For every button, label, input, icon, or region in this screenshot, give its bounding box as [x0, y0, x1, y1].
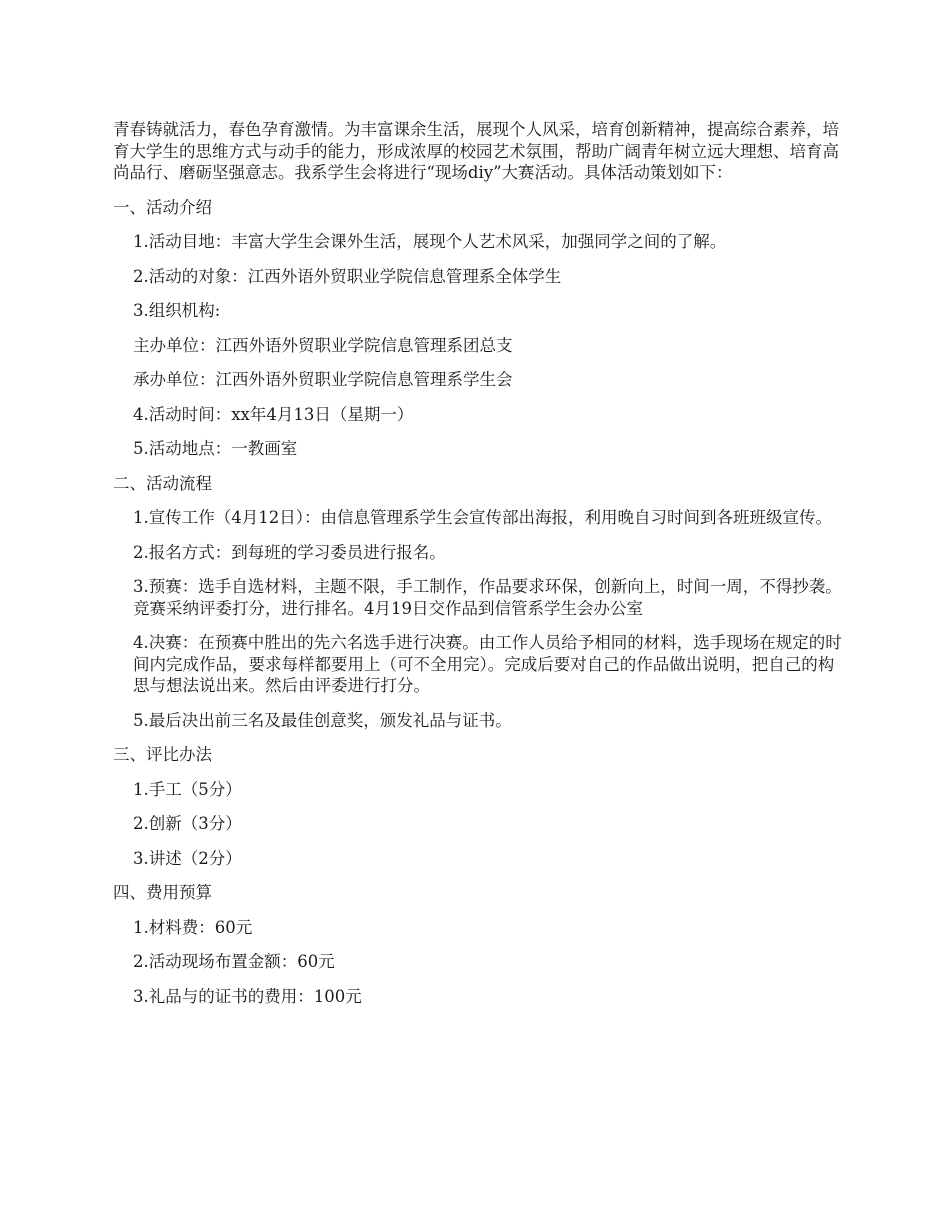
list-item: 5.最后决出前三名及最佳创意奖，颁发礼品与证书。 — [133, 710, 512, 730]
list-item: 3.讲述（2分） — [133, 848, 242, 868]
intro-paragraph: 青春铸就活力，春色孕育激情。为丰富课余生活，展现个人风采，培育创新精神，提高综合素养，培育大学生的思维方式与动手的能力，形成浓厚的校园艺术氛围，帮助广阔青年树立远大理想、培育高尚品行、磨砺坚强意志。我系学生会将进行“现场diy”大赛活动。具体活动策划如下： — [113, 120, 839, 182]
list-item: 3.礼品与的证书的费用：100元 — [133, 986, 362, 1006]
list-item: 2.活动现场布置金额：60元 — [133, 952, 335, 971]
list-item: 1.宣传工作（4月12日）：由信息管理系学生会宣传部出海报，利用晚自习时间到各班班级宣传。 — [133, 508, 832, 527]
list-item: 2.活动的对象：江西外语外贸职业学院信息管理系全体学生 — [133, 266, 562, 286]
list-item: 2.创新（3分） — [133, 814, 242, 833]
section-heading-budget: 四、费用预算 — [113, 883, 212, 902]
section-heading-process: 二、活动流程 — [113, 473, 212, 493]
document-body — [113, 119, 843, 1020]
section-heading-intro: 一、活动介绍 — [113, 197, 212, 217]
list-item: 2.报名方式：到每班的学习委员进行报名。 — [133, 542, 446, 562]
list-item: 4.活动时间：xx年4月13日（星期一） — [133, 404, 414, 424]
list-item: 4.决赛：在预赛中胜出的先六名选手进行决赛。由工作人员给予相同的材料，选手现场在规定的时间内完成作品，要求每样都要用上（可不全用完）。完成后要对自己的作品做出说明，把自己的构思与想法说出来。然后由评委进行打分。 — [133, 633, 842, 695]
list-item: 3.组织机构: — [133, 301, 221, 320]
list-item: 5.活动地点：一教画室 — [133, 439, 298, 458]
list-item: 承办单位：江西外语外贸职业学院信息管理系学生会 — [133, 370, 513, 389]
section-heading-judging: 三、评比办法 — [113, 745, 212, 764]
list-item: 主办单位：江西外语外贸职业学院信息管理系团总支 — [133, 335, 513, 355]
list-item: 1.材料费：60元 — [133, 917, 253, 937]
list-item: 3.预赛：选手自选材料，主题不限，手工制作，作品要求环保，创新向上，时间一周，不得抄袭。竞赛采纳评委打分，进行排名。4月19日交作品到信管系学生会办公室 — [133, 577, 842, 618]
list-item: 1.活动目地：丰富大学生会课外生活，展现个人艺术风采，加强同学之间的了解。 — [133, 232, 727, 251]
list-item: 1.手工（5分） — [133, 779, 242, 799]
